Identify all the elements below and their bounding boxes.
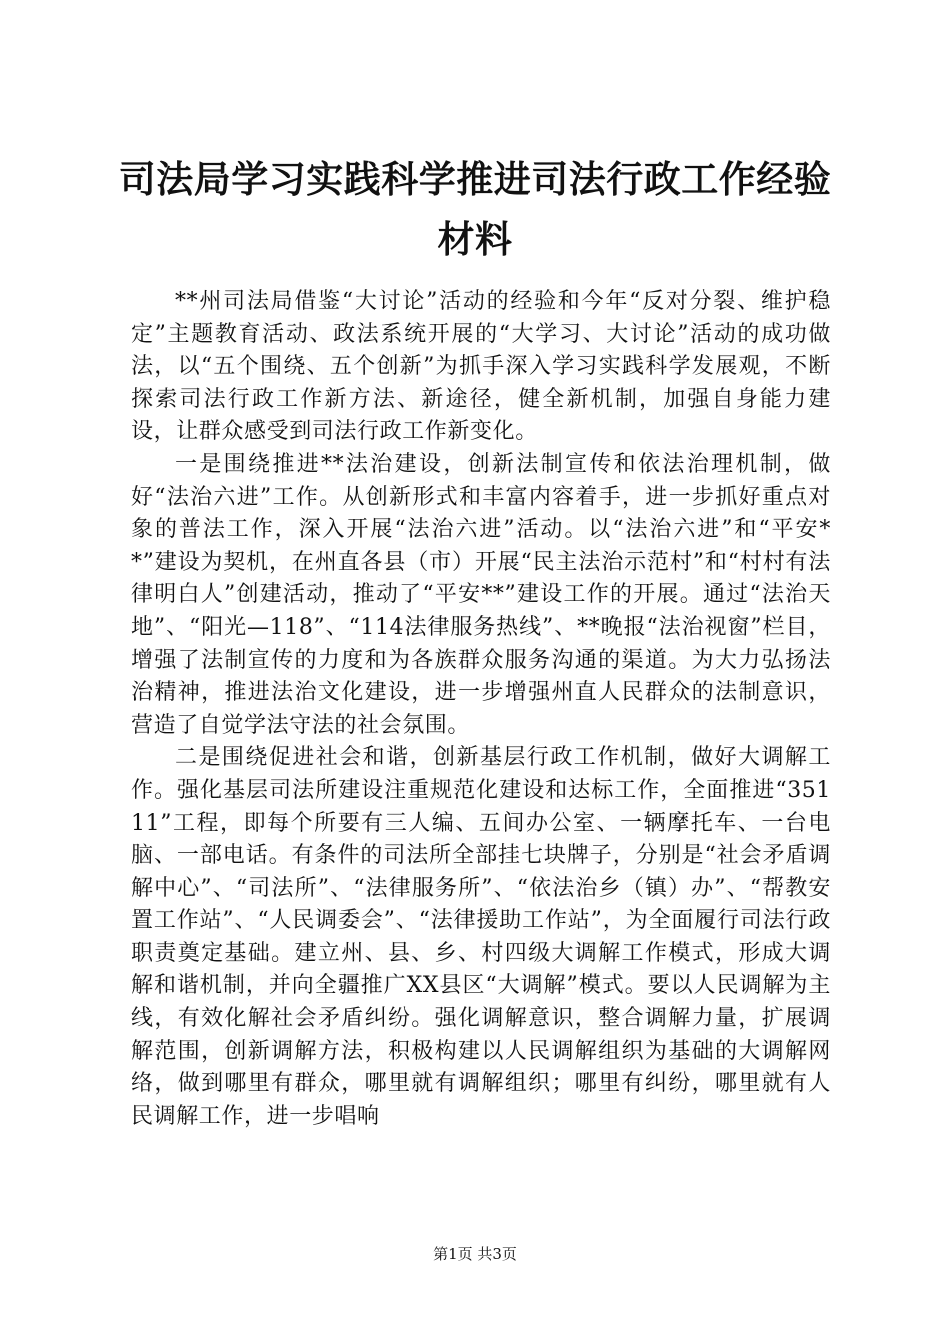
page-footer: 第1页 共3页	[433, 1245, 517, 1263]
page-title: 司法局学习实践科学推进司法行政工作经验材料	[118, 158, 832, 261]
paragraph-second-point: 二是围绕促进社会和谐，创新基层行政工作机制，做好大调解工作。强化基层司法所建设注重规范化建设和达标工作，全面推进“35111”工程，即每个所要有三人编、五间办公室、一辆摩托车、一台电脑、一部电话。有条件的司法所全部挂七块牌子，分别是“社会矛盾调解中心”、“司法所”、“法律服务所”、“依法治乡（镇）办”、“帮教安置工作站”、“人民调委会”、“法律援助工作站”，为全面履行司法行政职责奠定基础。建立州、县、乡、村四级大调解工作模式，形成大调解和谐机制，并向全疆推广XX县区“大调解”模式。要以人民调解为主线，有效化解社会矛盾纠纷。强化调解意识，整合调解力量，扩展调解范围，创新调解方法，积极构建以人民调解组织为基础的大调解网络，做到哪里有群众，哪里就有调解组织；哪里有纠纷，哪里就有人民调解工作，进一步唱响	[131, 745, 831, 1129]
paragraph-intro: **州司法局借鉴“大讨论”活动的经验和今年“反对分裂、维护稳定”主题教育活动、政法系统开展的“大学习、大讨论”活动的成功做法，以“五个围绕、五个创新”为抓手深入学习实践科学发展观，不断探索司法行政工作新方法、新途径，健全新机制，加强自身能力建设，让群众感受到司法行政工作新变化。	[131, 289, 831, 445]
document-body	[131, 286, 831, 1133]
paragraph-first-point: 一是围绕推进**法治建设，创新法制宣传和依法治理机制，做好“法治六进”工作。从创新形式和丰富内容着手，进一步抓好重点对象的普法工作，深入开展“法治六进”活动。以“法治六进”和“平安**”建设为契机，在州直各县（市）开展“民主法治示范村”和“村村有法律明白人”创建活动，推动了“平安**”建设工作的开展。通过“法治天地”、“阳光—118”、“114法律服务热线”、**晚报“法治视窗”栏目，增强了法制宣传的力度和为各族群众服务沟通的渠道。为大力弘扬法治精神，推进法治文化建设，进一步增强州直人民群众的法制意识，营造了自觉学法守法的社会氛围。	[131, 451, 831, 738]
